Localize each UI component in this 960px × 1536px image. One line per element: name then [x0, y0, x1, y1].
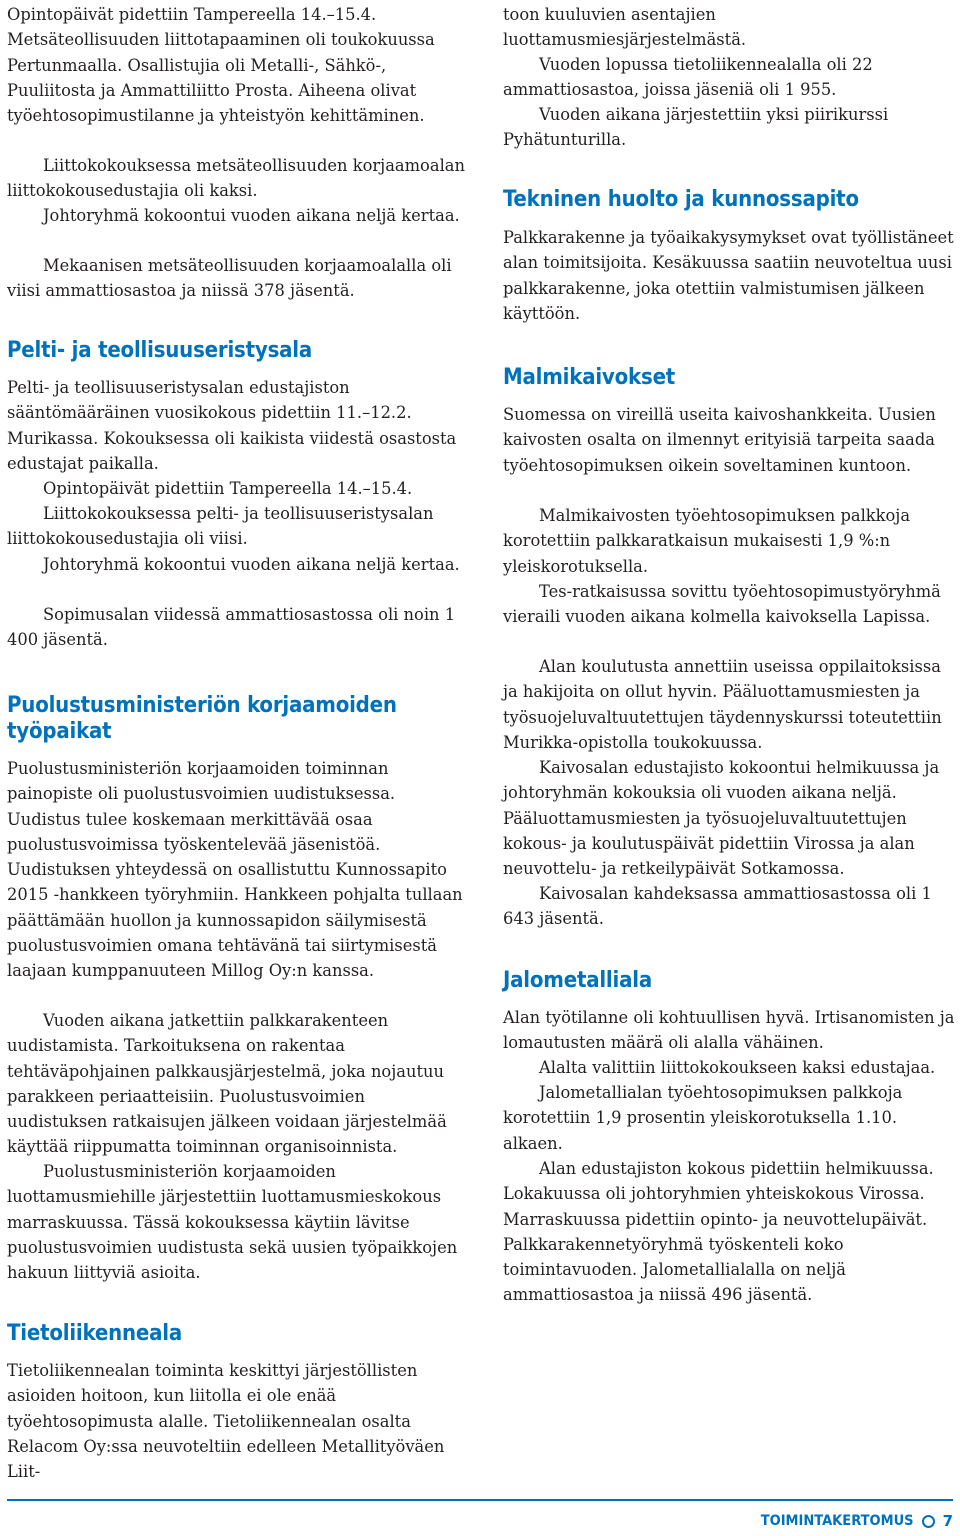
paragraph: Liittokokouksessa pelti- ja teollisuuseristysalan liittokokousedustajia oli viisi.	[7, 504, 434, 549]
paragraph: Sopimusalan viidessä ammattiosastossa oli noin 1 400 jäsentä.	[7, 605, 456, 650]
section-tietoliikenne	[7, 1321, 469, 1484]
paragraph: Tes-ratkaisussa sovittu työehtosopimustyöryhmä vieraili vuoden aikana kolmella kaivoksella Lapissa.	[503, 582, 941, 627]
circle-icon	[922, 1515, 935, 1528]
left-intro-3	[7, 203, 469, 253]
right-intro-1	[503, 2, 955, 52]
section-heading: Pelti- ja teollisuuseristysala	[7, 338, 313, 363]
paragraph: Johtoryhmä kokoontui vuoden aikana neljä kertaa.	[43, 555, 460, 574]
right-intro-2	[503, 52, 955, 102]
page-footer	[761, 1509, 953, 1533]
paragraph: toon kuuluvien asentajien luottamusmiesjärjestelmästä.	[503, 5, 747, 50]
paragraph: Mekaanisen metsäteollisuuden korjaamoalalla oli viisi ammattiosastoa ja niissä 378 jäsentä.	[7, 256, 452, 301]
footer-divider	[7, 1499, 953, 1501]
paragraph: Vuoden aikana järjestettiin yksi piirikurssi Pyhätunturilla.	[503, 105, 889, 150]
section-heading: Jalometalliala	[503, 968, 652, 993]
paragraph: Jalometallialan työehtosopimuksen palkkoja korotettiin 1,9 prosentin yleiskorotuksella 1.10. alkaen.	[503, 1083, 903, 1153]
page-number: 7	[942, 1512, 953, 1530]
paragraph: Puolustusministeriön korjaamoiden toiminnan painopiste oli puolustusvoimien uudistuksessa. Uudistus tulee koskemaan merkittävää osaa puolustusvoimissa työskentelevää jäsenistöä. Uudistuksen yhteydessä on osallistuttu Kunnossapito 2015 -hankkeen työryhmiin. Hankkeen pohjalta tullaan päättämään huollon ja kunnossapidon säilymisestä puolustusvoimien omana tehtävänä tai siirtymisestä laajaan kumppanuuteen Millog Oy:n kanssa.	[7, 759, 463, 981]
paragraph: Palkkarakenne ja työaikakysymykset ovat työllistäneet alan toimitsijoita. Kesäkuussa saatiin neuvoteltua uusi palkkarakenne, joka otettiin valmistumisen jälkeen käyttöön.	[503, 228, 954, 323]
section-tekninen	[503, 187, 955, 365]
paragraph: Opintopäivät pidettiin Tampereella 14.–15.4. Metsäteollisuuden liittotapaaminen oli toukokuussa Pertunmaalla. Osallistujia oli Metalli-, Sähkö-, Puuliitosta ja Ammattiliitto Prosta. Aiheena olivat työehtosopimustilanne ja yhteistyön kehittäminen.	[7, 5, 435, 126]
right-column	[503, 2, 955, 1308]
paragraph: Vuoden aikana jatkettiin palkkarakenteen uudistamista. Tarkoituksena on rakentaa tehtäväpohjainen palkkausjärjestelmä, joka nojautuu parakkeen periaatteisiin. Puolustusvoimien uudistuksen ratkaisujen jälkeen voidaan järjestelmää käyttää riippumatta toiminnan organisoinnista.	[7, 1011, 447, 1157]
paragraph: Kaivosalan kahdeksassa ammattiosastossa oli 1 643 jäsentä.	[503, 884, 932, 929]
paragraph: Johtoryhmä kokoontui vuoden aikana neljä kertaa.	[43, 206, 460, 225]
paragraph: Liittokokouksessa metsäteollisuuden korjaamoalan liittokokousedustajia oli kaksi.	[7, 156, 465, 201]
footer-title: TOIMINTAKERTOMUS	[760, 1513, 914, 1529]
right-intro-3	[503, 102, 955, 187]
left-intro-1	[7, 2, 469, 153]
paragraph: Pelti- ja teollisuuseristysalan edustajiston sääntömääräinen vuosikokous pidettiin 11.–12.2. Murikassa. Kokouksessa oli kaikista viidestä osastosta edustajat paikalla.	[7, 378, 457, 473]
section-heading: Puolustusministeriön korjaamoiden työpaikat	[7, 693, 397, 744]
paragraph: Kaivosalan edustajisto kokoontui helmikuussa ja johtoryhmän kokouksia oli vuoden aikana neljä. Pääluottamusmiesten ja työsuojeluvaltuutettujen kokous- ja koulutuspäivät pidettiin Virossa ja alan neuvottelu- ja retkeilypäivät Sotkamossa.	[503, 758, 940, 879]
section-puolustus	[7, 693, 469, 1321]
paragraph: Vuoden lopussa tietoliikennealalla oli 22 ammattiosastoa, joissa jäseniä oli 1 955.	[503, 55, 873, 100]
section-pelti	[7, 338, 469, 693]
section-jalometalli	[503, 968, 955, 1308]
left-intro-4	[7, 253, 469, 338]
left-column	[7, 2, 469, 1484]
paragraph: Tietoliikennealan toiminta keskittyi järjestöllisten asioiden hoitoon, kun liitolla ei ole enää työehtosopimusta alalle. Tietoliikennealan osalta Relacom Oy:ssa neuvoteltiin edelleen Metallityöväen Liit-	[7, 1361, 445, 1482]
paragraph: Alalta valittiin liittokokoukseen kaksi edustajaa.	[539, 1058, 936, 1077]
paragraph: Opintopäivät pidettiin Tampereella 14.–15.4.	[43, 479, 413, 498]
left-intro-2	[7, 153, 469, 203]
paragraph: Alan edustajiston kokous pidettiin helmikuussa. Lokakuussa oli johtoryhmien yhteiskokous Virossa. Marraskuussa pidettiin opinto- ja neuvottelupäivät. Palkkarakennetyöryhmä työskenteli koko toimintavuoden. Jalometallialalla on neljä ammattiosastoa ja niissä 496 jäsentä.	[503, 1159, 934, 1305]
paragraph: Alan koulutusta annettiin useissa oppilaitoksissa ja hakijoita on ollut hyvin. Pääluottamusmiesten ja työsuojeluvaltuutettujen täydennyskurssi toteutettiin Murikka-opistolla toukokuussa.	[503, 657, 942, 752]
paragraph: Alan työtilanne oli kohtuullisen hyvä. Irtisanomisten ja lomautusten määrä oli alalla vähäinen.	[503, 1008, 955, 1053]
section-heading: Tietoliikenneala	[7, 1321, 183, 1346]
section-malmikaivokset	[503, 365, 955, 968]
section-heading: Tekninen huolto ja kunnossapito	[503, 187, 859, 212]
paragraph: Suomessa on vireillä useita kaivoshankkeita. Uusien kaivosten osalta on ilmennyt erityisiä tarpeita saada työehtosopimuksen oikein soveltaminen kuntoon.	[503, 405, 936, 475]
paragraph: Malmikaivosten työehtosopimuksen palkkoja korotettiin palkkaratkaisun mukaisesti 1,9 %:n yleiskorotuksella.	[503, 506, 911, 576]
section-heading: Malmikaivokset	[503, 365, 676, 390]
paragraph: Puolustusministeriön korjaamoiden luottamusmiehille järjestettiin luottamusmieskokous marraskuussa. Tässä kokouksessa käytiin lävitse puolustusvoimien uudistusta sekä uusien työpaikkojen hakuun liittyviä asioita.	[7, 1162, 458, 1283]
